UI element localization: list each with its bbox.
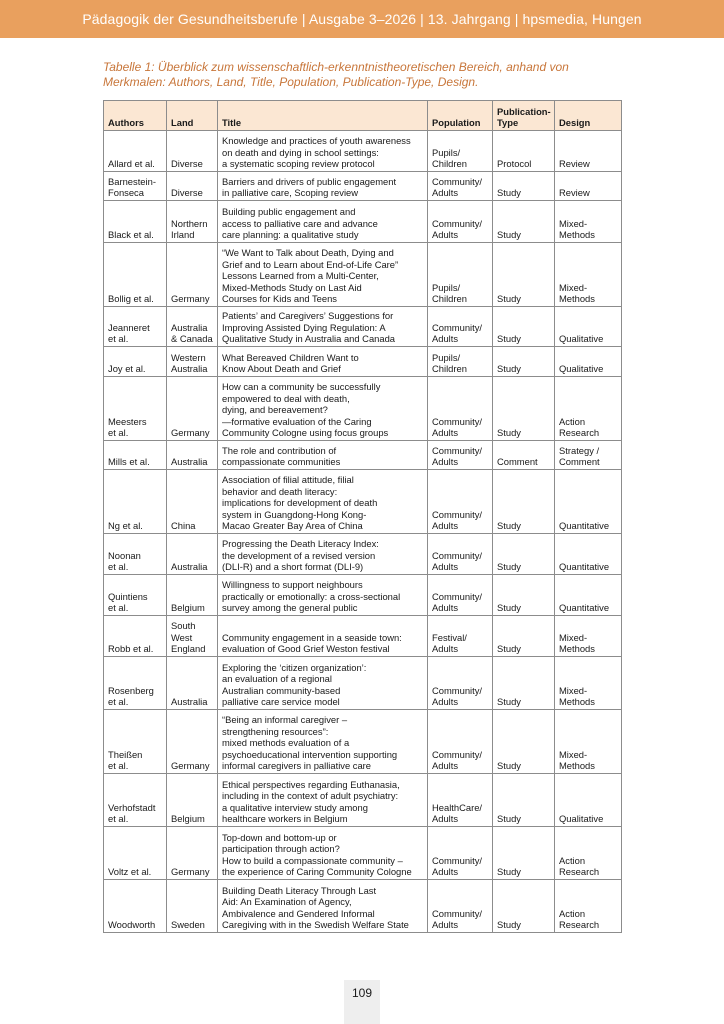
cell-authors: Theißen et al. bbox=[104, 710, 167, 774]
cell-design: Mixed- Methods bbox=[555, 657, 622, 710]
cell-authors: Joy et al. bbox=[104, 347, 167, 377]
cell-design: Mixed- Methods bbox=[555, 201, 622, 243]
cell-design: Quantitative bbox=[555, 575, 622, 616]
cell-design: Review bbox=[555, 131, 622, 172]
cell-land: Diverse bbox=[167, 131, 218, 172]
table-row bbox=[104, 347, 622, 377]
cell-title: Building Death Literacy Through Last Aid: An Examination of Agency, Ambivalence and Gendered Informal Caregiving with in the Swedish Welfare State bbox=[218, 880, 428, 933]
cell-authors: Meesters et al. bbox=[104, 377, 167, 441]
cell-publication-type: Study bbox=[493, 534, 555, 575]
cell-title: Building public engagement and access to palliative care and advance care planning: a qualitative study bbox=[218, 201, 428, 243]
cell-land: Australia bbox=[167, 657, 218, 710]
cell-design: Qualitative bbox=[555, 307, 622, 347]
cell-land: Belgium bbox=[167, 575, 218, 616]
cell-publication-type: Study bbox=[493, 307, 555, 347]
table-caption: Tabelle 1: Überblick zum wissenschaftlich-erkenntnistheoretischen Bereich, anhand von Merkmalen: Authors, Land, Title, Population, Publication-Type, Design. bbox=[103, 60, 569, 89]
cell-publication-type: Study bbox=[493, 377, 555, 441]
cell-title: “We Want to Talk about Death, Dying and Grief and to Learn about End-of-Life Care” Lessons Learned from a Multi-Center, Mixed-Methods Study on Last Aid Courses for Kids and Teens bbox=[218, 243, 428, 307]
cell-publication-type: Study bbox=[493, 880, 555, 933]
cell-authors: Barnestein- Fonseca bbox=[104, 172, 167, 201]
column-header-land: Land bbox=[167, 101, 218, 131]
cell-design: Review bbox=[555, 172, 622, 201]
page-number-box bbox=[344, 980, 380, 1024]
cell-authors: Bollig et al. bbox=[104, 243, 167, 307]
column-header-publication-type: Publication- Type bbox=[493, 101, 555, 131]
cell-population: Community/ Adults bbox=[428, 710, 493, 774]
table-row bbox=[104, 880, 622, 933]
column-header-authors: Authors bbox=[104, 101, 167, 131]
cell-title: Exploring the ‘citizen organization’: an evaluation of a regional Australian community-based palliative care service model bbox=[218, 657, 428, 710]
cell-title: Knowledge and practices of youth awareness on death and dying in school settings: a systematic scoping review protocol bbox=[218, 131, 428, 172]
column-header-design: Design bbox=[555, 101, 622, 131]
cell-publication-type: Study bbox=[493, 710, 555, 774]
cell-design: Quantitative bbox=[555, 534, 622, 575]
cell-publication-type: Protocol bbox=[493, 131, 555, 172]
cell-title: Barriers and drivers of public engagement in palliative care, Scoping review bbox=[218, 172, 428, 201]
cell-title: “Being an informal caregiver – strengthening resources”: mixed methods evaluation of a psychoeducational intervention supporting informal caregivers in palliative care bbox=[218, 710, 428, 774]
cell-land: Belgium bbox=[167, 774, 218, 827]
cell-title: Association of filial attitude, filial behavior and death literacy: implications for development of death system in Guangdong-Hong Kong- Macao Greater Bay Area of China bbox=[218, 470, 428, 534]
cell-publication-type: Study bbox=[493, 616, 555, 657]
table-row bbox=[104, 827, 622, 880]
cell-design: Action Research bbox=[555, 827, 622, 880]
cell-land: Australia bbox=[167, 534, 218, 575]
cell-publication-type: Study bbox=[493, 201, 555, 243]
cell-design: Quantitative bbox=[555, 470, 622, 534]
cell-publication-type: Study bbox=[493, 172, 555, 201]
cell-title: What Bereaved Children Want to Know About Death and Grief bbox=[218, 347, 428, 377]
cell-land: Western Australia bbox=[167, 347, 218, 377]
cell-land: Germany bbox=[167, 377, 218, 441]
page-number: 109 bbox=[351, 986, 373, 1000]
cell-authors: Jeanneret et al. bbox=[104, 307, 167, 347]
cell-authors: Verhofstadt et al. bbox=[104, 774, 167, 827]
cell-land: Australia & Canada bbox=[167, 307, 218, 347]
cell-publication-type: Study bbox=[493, 347, 555, 377]
cell-population: HealthCare/ Adults bbox=[428, 774, 493, 827]
cell-design: Mixed- Methods bbox=[555, 243, 622, 307]
cell-publication-type: Comment bbox=[493, 441, 555, 470]
cell-population: Community/ Adults bbox=[428, 377, 493, 441]
cell-population: Community/ Adults bbox=[428, 470, 493, 534]
cell-publication-type: Study bbox=[493, 827, 555, 880]
table-row bbox=[104, 377, 622, 441]
cell-publication-type: Study bbox=[493, 774, 555, 827]
cell-population: Community/ Adults bbox=[428, 172, 493, 201]
cell-publication-type: Study bbox=[493, 470, 555, 534]
cell-title: Patients’ and Caregivers’ Suggestions for Improving Assisted Dying Regulation: A Qualitative Study in Australia and Canada bbox=[218, 307, 428, 347]
table-row bbox=[104, 534, 622, 575]
cell-land: China bbox=[167, 470, 218, 534]
table-row bbox=[104, 172, 622, 201]
journal-header-bar bbox=[0, 0, 724, 38]
cell-land: Sweden bbox=[167, 880, 218, 933]
table-row bbox=[104, 657, 622, 710]
column-header-title: Title bbox=[218, 101, 428, 131]
cell-land: Northern Irland bbox=[167, 201, 218, 243]
cell-publication-type: Study bbox=[493, 243, 555, 307]
cell-publication-type: Study bbox=[493, 575, 555, 616]
cell-authors: Ng et al. bbox=[104, 470, 167, 534]
cell-authors: Woodworth bbox=[104, 880, 167, 933]
cell-authors: Robb et al. bbox=[104, 616, 167, 657]
cell-title: How can a community be successfully empowered to deal with death, dying, and bereavement? —formative evaluation of the Caring Community Cologne using focus groups bbox=[218, 377, 428, 441]
cell-population: Community/ Adults bbox=[428, 441, 493, 470]
table-row bbox=[104, 131, 622, 172]
table-row bbox=[104, 307, 622, 347]
cell-population: Community/ Adults bbox=[428, 307, 493, 347]
cell-design: Mixed- Methods bbox=[555, 710, 622, 774]
table-row bbox=[104, 575, 622, 616]
cell-title: Willingness to support neighbours practically or emotionally: a cross-sectional survey among the general public bbox=[218, 575, 428, 616]
cell-authors: Noonan et al. bbox=[104, 534, 167, 575]
table-row bbox=[104, 243, 622, 307]
cell-population: Community/ Adults bbox=[428, 880, 493, 933]
cell-authors: Voltz et al. bbox=[104, 827, 167, 880]
cell-title: Ethical perspectives regarding Euthanasia, including in the context of adult psychiatry: a qualitative interview study among healthcare workers in Belgium bbox=[218, 774, 428, 827]
cell-population: Community/ Adults bbox=[428, 657, 493, 710]
cell-population: Community/ Adults bbox=[428, 201, 493, 243]
cell-design: Qualitative bbox=[555, 774, 622, 827]
cell-land: South West England bbox=[167, 616, 218, 657]
cell-land: Germany bbox=[167, 710, 218, 774]
cell-population: Community/ Adults bbox=[428, 575, 493, 616]
cell-title: Top-down and bottom-up or participation through action? How to build a compassionate community – the experience of Caring Community Cologne bbox=[218, 827, 428, 880]
journal-header-text: Pädagogik der Gesundheitsberufe | Ausgabe 3–2026 | 13. Jahrgang | hpsmedia, Hungen bbox=[82, 11, 642, 27]
cell-authors: Black et al. bbox=[104, 201, 167, 243]
table-header-row bbox=[104, 101, 622, 131]
cell-population: Pupils/ Children bbox=[428, 347, 493, 377]
table-row bbox=[104, 470, 622, 534]
cell-land: Diverse bbox=[167, 172, 218, 201]
cell-design: Strategy / Comment bbox=[555, 441, 622, 470]
cell-design: Mixed- Methods bbox=[555, 616, 622, 657]
cell-authors: Allard et al. bbox=[104, 131, 167, 172]
table-row bbox=[104, 774, 622, 827]
cell-authors: Rosenberg et al. bbox=[104, 657, 167, 710]
cell-design: Qualitative bbox=[555, 347, 622, 377]
cell-population: Pupils/ Children bbox=[428, 131, 493, 172]
cell-population: Community/ Adults bbox=[428, 827, 493, 880]
cell-land: Australia bbox=[167, 441, 218, 470]
cell-population: Community/ Adults bbox=[428, 534, 493, 575]
cell-population: Pupils/ Children bbox=[428, 243, 493, 307]
table-row bbox=[104, 201, 622, 243]
cell-design: Action Research bbox=[555, 880, 622, 933]
table-row bbox=[104, 710, 622, 774]
table-body bbox=[104, 131, 622, 933]
cell-design: Action Research bbox=[555, 377, 622, 441]
table-row bbox=[104, 441, 622, 470]
cell-population: Festival/ Adults bbox=[428, 616, 493, 657]
cell-title: Community engagement in a seaside town: evaluation of Good Grief Weston festival bbox=[218, 616, 428, 657]
cell-title: Progressing the Death Literacy Index: the development of a revised version (DLI-R) and a short format (DLI-9) bbox=[218, 534, 428, 575]
literature-table bbox=[103, 100, 622, 933]
table-row bbox=[104, 616, 622, 657]
cell-land: Germany bbox=[167, 827, 218, 880]
cell-authors: Quintiens et al. bbox=[104, 575, 167, 616]
cell-title: The role and contribution of compassionate communities bbox=[218, 441, 428, 470]
cell-land: Germany bbox=[167, 243, 218, 307]
cell-authors: Mills et al. bbox=[104, 441, 167, 470]
cell-publication-type: Study bbox=[493, 657, 555, 710]
column-header-population: Population bbox=[428, 101, 493, 131]
